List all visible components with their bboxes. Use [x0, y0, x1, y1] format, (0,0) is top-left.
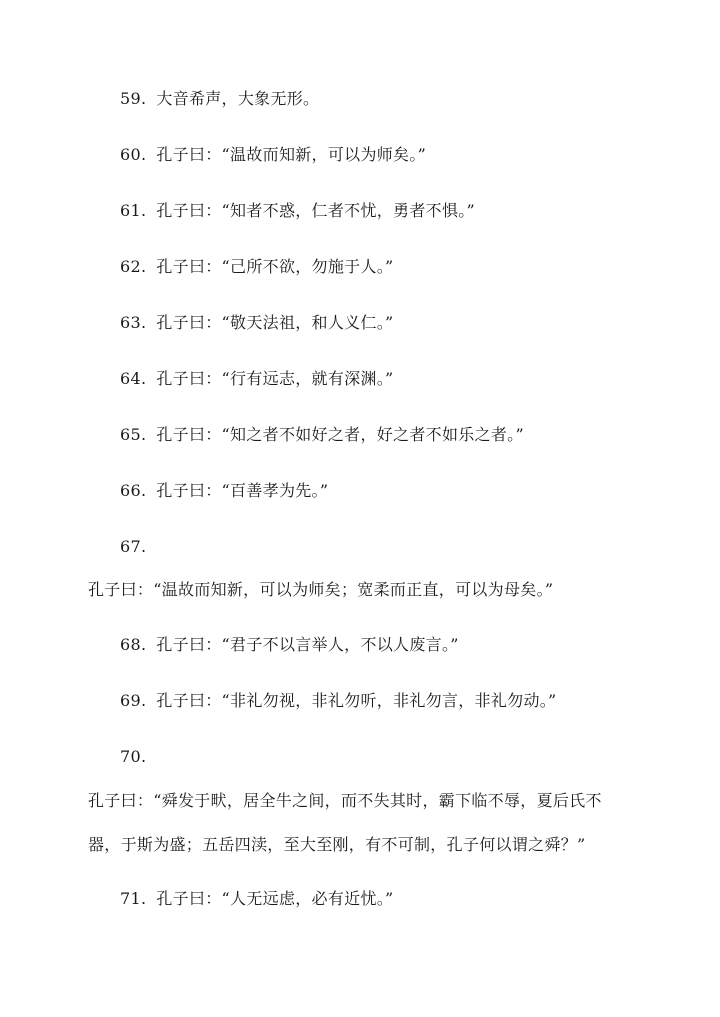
entry-70-number: 70. — [120, 747, 147, 766]
entry-text: 孔子曰：“君子不以言举人，不以人废言。” — [156, 635, 459, 654]
entry-67-number: 67. — [120, 537, 147, 556]
entry-65 — [120, 424, 524, 446]
entry-59 — [120, 88, 319, 110]
entry-number: 64. — [120, 369, 147, 388]
entry-number: 60. — [120, 145, 147, 164]
entry-69 — [120, 690, 557, 712]
entry-text: 孔子曰：“知者不惑，仁者不忧，勇者不惧。” — [156, 201, 476, 220]
entry-text: 孔子曰：“非礼勿视，非礼勿听，非礼勿言，非礼勿动。” — [156, 691, 557, 710]
entry-text: 孔子曰：“己所不欲，勿施于人。” — [156, 257, 394, 276]
entry-number: 66. — [120, 481, 147, 500]
entry-62 — [120, 256, 394, 278]
entry-number: 65. — [120, 425, 147, 444]
entry-number: 63. — [120, 313, 147, 332]
entry-number: 62. — [120, 257, 147, 276]
entry-70-text-line2: 器，于斯为盛；五岳四渎，至大至刚，有不可制，孔子何以谓之舜？” — [88, 835, 586, 854]
entry-number: 71. — [120, 889, 147, 908]
entry-text: 孔子曰：“百善孝为先。” — [156, 481, 329, 500]
entry-63 — [120, 312, 394, 334]
entry-number: 69. — [120, 691, 147, 710]
entry-text: 孔子曰：“知之者不如好之者，好之者不如乐之者。” — [156, 425, 524, 444]
entry-number: 68. — [120, 635, 147, 654]
entry-number: 61. — [120, 201, 147, 220]
entry-number: 59. — [120, 89, 147, 108]
entry-60 — [120, 144, 426, 166]
entry-text: 孔子曰：“敬天法祖，和人义仁。” — [156, 313, 394, 332]
entry-61 — [120, 200, 475, 222]
entry-66 — [120, 480, 328, 502]
entry-67-text: 孔子曰：“温故而知新，可以为师矣；宽柔而正直，可以为母矣。” — [88, 580, 554, 599]
entry-text: 孔子曰：“行有远志，就有深渊。” — [156, 369, 394, 388]
entry-68 — [120, 634, 459, 656]
entry-text: 孔子曰：“温故而知新，可以为师矣。” — [156, 145, 427, 164]
entry-text: 孔子曰：“人无远虑，必有近忧。” — [156, 889, 394, 908]
entry-64 — [120, 368, 394, 390]
entry-71 — [120, 888, 394, 910]
entry-text: 大音希声，大象无形。 — [156, 89, 320, 108]
entry-70-text-line1: 孔子曰：“舜发于畎，居全牛之间，而不失其时，霸下临不辱，夏后氏不 — [88, 791, 602, 810]
